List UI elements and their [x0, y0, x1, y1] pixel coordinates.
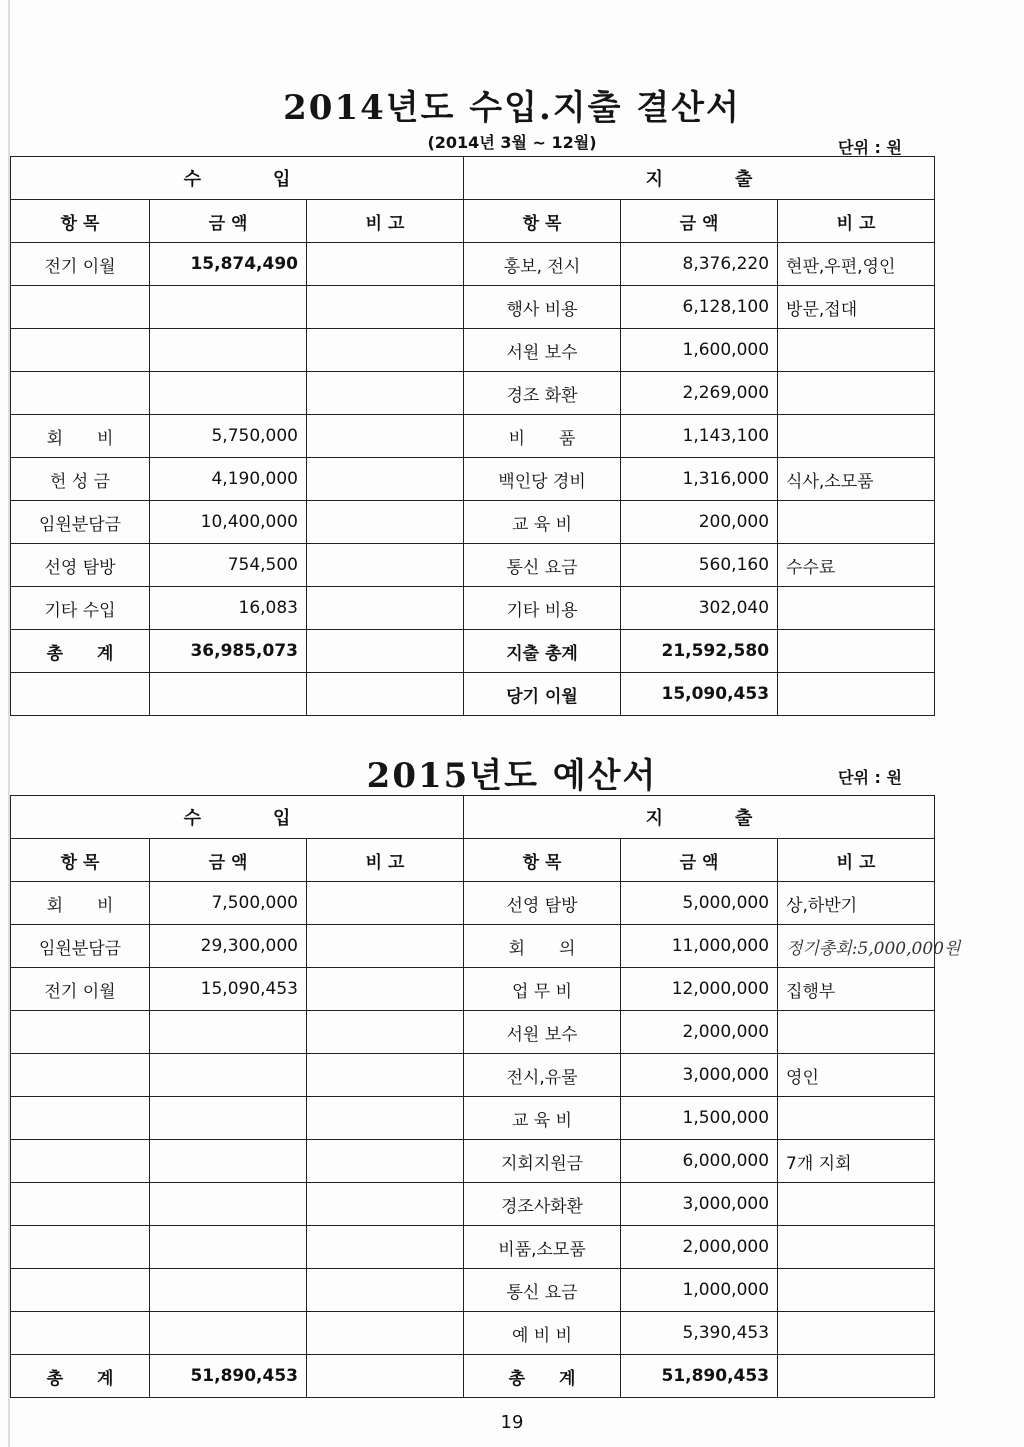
amount-cell: 3,000,000: [621, 1054, 778, 1097]
amount-cell: 200,000: [621, 501, 778, 544]
note-cell: [307, 1355, 464, 1398]
note-cell: [778, 1355, 935, 1398]
item-cell: 회 비: [11, 882, 150, 925]
item-cell: [11, 673, 150, 716]
item-cell: 임원분담금: [11, 925, 150, 968]
item-cell: 헌 성 금: [11, 458, 150, 501]
note-cell: [307, 1312, 464, 1355]
note-cell: 수수료: [778, 544, 935, 587]
note-cell: 현판,우편,영인: [778, 243, 935, 286]
item-cell: 총 계: [464, 1355, 621, 1398]
note-cell: [778, 1226, 935, 1269]
table-row: [11, 372, 935, 415]
item-cell: 선영 탐방: [464, 882, 621, 925]
amount-cell: 7,500,000: [150, 882, 307, 925]
item-cell: 비품,소모품: [464, 1226, 621, 1269]
table-row: [11, 1140, 935, 1183]
item-cell: 경조 화환: [464, 372, 621, 415]
note-cell: 영인: [778, 1054, 935, 1097]
item-cell: [11, 1011, 150, 1054]
amount-cell: [150, 1183, 307, 1226]
page-number: 19: [500, 1412, 524, 1433]
item-cell: 서원 보수: [464, 329, 621, 372]
column-header: 항 목: [464, 839, 621, 882]
column-header: 항 목: [11, 200, 150, 243]
note-cell: [778, 630, 935, 673]
amount-cell: [150, 286, 307, 329]
amount-cell: 8,376,220: [621, 243, 778, 286]
column-header: 항 목: [11, 839, 150, 882]
table-row: [11, 501, 935, 544]
item-cell: 백인당 경비: [464, 458, 621, 501]
note-cell: [307, 673, 464, 716]
column-header: 금 액: [621, 839, 778, 882]
settlement-table-2014: [10, 156, 935, 716]
table-row: [11, 286, 935, 329]
item-cell: 경조사화환: [464, 1183, 621, 1226]
expense-section-header: 지 출: [464, 796, 935, 839]
amount-cell: 2,269,000: [621, 372, 778, 415]
amount-cell: 2,000,000: [621, 1226, 778, 1269]
amount-cell: [150, 673, 307, 716]
note-cell: [307, 630, 464, 673]
note-cell: [307, 458, 464, 501]
note-cell: [778, 1097, 935, 1140]
note-cell: [307, 501, 464, 544]
table-row: [11, 544, 935, 587]
item-cell: 회 비: [11, 415, 150, 458]
amount-cell: 29,300,000: [150, 925, 307, 968]
table-row: [11, 673, 935, 716]
note-cell: [307, 1226, 464, 1269]
note-cell: [778, 587, 935, 630]
note-cell: [307, 968, 464, 1011]
table-row: [11, 630, 935, 673]
amount-cell: 560,160: [621, 544, 778, 587]
item-cell: [11, 286, 150, 329]
item-cell: [11, 1269, 150, 1312]
item-cell: 기타 수입: [11, 587, 150, 630]
amount-cell: [150, 1097, 307, 1140]
budget-table-2015: [10, 795, 961, 1398]
table-row: [11, 1011, 935, 1054]
item-cell: 전기 이월: [11, 968, 150, 1011]
table-row: [11, 243, 935, 286]
item-cell: 전시,유물: [464, 1054, 621, 1097]
amount-cell: 36,985,073: [150, 630, 307, 673]
report-2014-period: (2014년 3월 ~ 12월): [427, 133, 597, 152]
report-2014-title: 2014년도 수입.지출 결산서: [283, 88, 741, 128]
amount-cell: 15,090,453: [621, 673, 778, 716]
item-cell: 전기 이월: [11, 243, 150, 286]
item-cell: [11, 1183, 150, 1226]
note-cell: [307, 1054, 464, 1097]
item-cell: 당기 이월: [464, 673, 621, 716]
amount-cell: 3,000,000: [621, 1183, 778, 1226]
amount-cell: [150, 1312, 307, 1355]
table-row: [11, 925, 935, 968]
item-cell: 업 무 비: [464, 968, 621, 1011]
income-section-header: 수 입: [11, 157, 464, 200]
table-row: [11, 882, 935, 925]
item-cell: [11, 1226, 150, 1269]
amount-cell: 15,874,490: [150, 243, 307, 286]
note-cell: 집행부: [778, 968, 935, 1011]
table-row: [11, 415, 935, 458]
table-row: [11, 1269, 935, 1312]
income-section-header: 수 입: [11, 796, 464, 839]
note-cell: [778, 501, 935, 544]
item-cell: 임원분담금: [11, 501, 150, 544]
amount-cell: 754,500: [150, 544, 307, 587]
note-cell: [307, 1140, 464, 1183]
item-cell: [11, 1054, 150, 1097]
amount-cell: [150, 1269, 307, 1312]
note-cell: [778, 1183, 935, 1226]
column-header: 비 고: [307, 839, 464, 882]
amount-cell: 5,000,000: [621, 882, 778, 925]
table-row: [11, 329, 935, 372]
note-cell: [778, 1011, 935, 1054]
column-header: 금 액: [621, 200, 778, 243]
column-header: 항 목: [464, 200, 621, 243]
amount-cell: 12,000,000: [621, 968, 778, 1011]
item-cell: [11, 1140, 150, 1183]
note-cell: [778, 673, 935, 716]
note-cell: [307, 882, 464, 925]
amount-cell: 1,600,000: [621, 329, 778, 372]
amount-cell: [150, 372, 307, 415]
item-cell: 통신 요금: [464, 544, 621, 587]
amount-cell: [150, 1226, 307, 1269]
table-row: [11, 1226, 935, 1269]
table-row: [11, 1312, 935, 1355]
note-cell: [307, 372, 464, 415]
item-cell: 교 육 비: [464, 501, 621, 544]
column-header: 비 고: [778, 839, 935, 882]
item-cell: [11, 329, 150, 372]
amount-cell: [150, 1054, 307, 1097]
column-header: 비 고: [778, 200, 935, 243]
table-row: [11, 1183, 935, 1226]
item-cell: 비 품: [464, 415, 621, 458]
note-cell: 방문,접대: [778, 286, 935, 329]
amount-cell: 302,040: [621, 587, 778, 630]
note-cell: [778, 415, 935, 458]
table-row: [11, 1097, 935, 1140]
amount-cell: 6,128,100: [621, 286, 778, 329]
column-header: 금 액: [150, 839, 307, 882]
amount-cell: 2,000,000: [621, 1011, 778, 1054]
amount-cell: 51,890,453: [621, 1355, 778, 1398]
amount-cell: 16,083: [150, 587, 307, 630]
amount-cell: 1,143,100: [621, 415, 778, 458]
expense-section-header: 지 출: [464, 157, 935, 200]
note-cell: [778, 1312, 935, 1355]
note-cell: [778, 372, 935, 415]
budget-2015-unit: 단위 : 원: [838, 768, 902, 787]
item-cell: [11, 1097, 150, 1140]
note-cell: 식사,소모품: [778, 458, 935, 501]
amount-cell: 21,592,580: [621, 630, 778, 673]
amount-cell: [150, 329, 307, 372]
note-cell: 정기총회:5,000,000원: [778, 925, 935, 968]
table-row: [11, 587, 935, 630]
item-cell: 지출 총계: [464, 630, 621, 673]
note-cell: [307, 1097, 464, 1140]
amount-cell: 5,750,000: [150, 415, 307, 458]
item-cell: 기타 비용: [464, 587, 621, 630]
item-cell: 행사 비용: [464, 286, 621, 329]
item-cell: [11, 1312, 150, 1355]
item-cell: 교 육 비: [464, 1097, 621, 1140]
note-cell: [778, 1269, 935, 1312]
note-cell: [307, 286, 464, 329]
note-cell: [307, 329, 464, 372]
item-cell: 서원 보수: [464, 1011, 621, 1054]
item-cell: 지회지원금: [464, 1140, 621, 1183]
amount-cell: 1,000,000: [621, 1269, 778, 1312]
item-cell: 총 계: [11, 630, 150, 673]
note-cell: [778, 329, 935, 372]
note-cell: [307, 925, 464, 968]
amount-cell: [150, 1140, 307, 1183]
amount-cell: 6,000,000: [621, 1140, 778, 1183]
item-cell: 예 비 비: [464, 1312, 621, 1355]
note-cell: [307, 1183, 464, 1226]
note-cell: 7개 지회: [778, 1140, 935, 1183]
item-cell: 통신 요금: [464, 1269, 621, 1312]
note-cell: [307, 587, 464, 630]
table-row: [11, 1054, 935, 1097]
column-header: 금 액: [150, 200, 307, 243]
item-cell: 홍보, 전시: [464, 243, 621, 286]
amount-cell: 15,090,453: [150, 968, 307, 1011]
item-cell: 총 계: [11, 1355, 150, 1398]
amount-cell: 4,190,000: [150, 458, 307, 501]
note-cell: [307, 1011, 464, 1054]
amount-cell: 1,316,000: [621, 458, 778, 501]
table-row: [11, 1355, 935, 1398]
table-row: [11, 968, 935, 1011]
item-cell: [11, 372, 150, 415]
note-cell: [307, 415, 464, 458]
report-2014-unit: 단위 : 원: [838, 138, 902, 157]
amount-cell: 11,000,000: [621, 925, 778, 968]
note-cell: 상,하반기: [778, 882, 935, 925]
amount-cell: 1,500,000: [621, 1097, 778, 1140]
amount-cell: 10,400,000: [150, 501, 307, 544]
table-row: [11, 458, 935, 501]
budget-2015-title: 2015년도 예산서: [366, 756, 658, 796]
amount-cell: [150, 1011, 307, 1054]
amount-cell: 5,390,453: [621, 1312, 778, 1355]
note-cell: [307, 1269, 464, 1312]
note-cell: [307, 243, 464, 286]
note-cell: [307, 544, 464, 587]
item-cell: 선영 탐방: [11, 544, 150, 587]
amount-cell: 51,890,453: [150, 1355, 307, 1398]
column-header: 비 고: [307, 200, 464, 243]
item-cell: 회 의: [464, 925, 621, 968]
